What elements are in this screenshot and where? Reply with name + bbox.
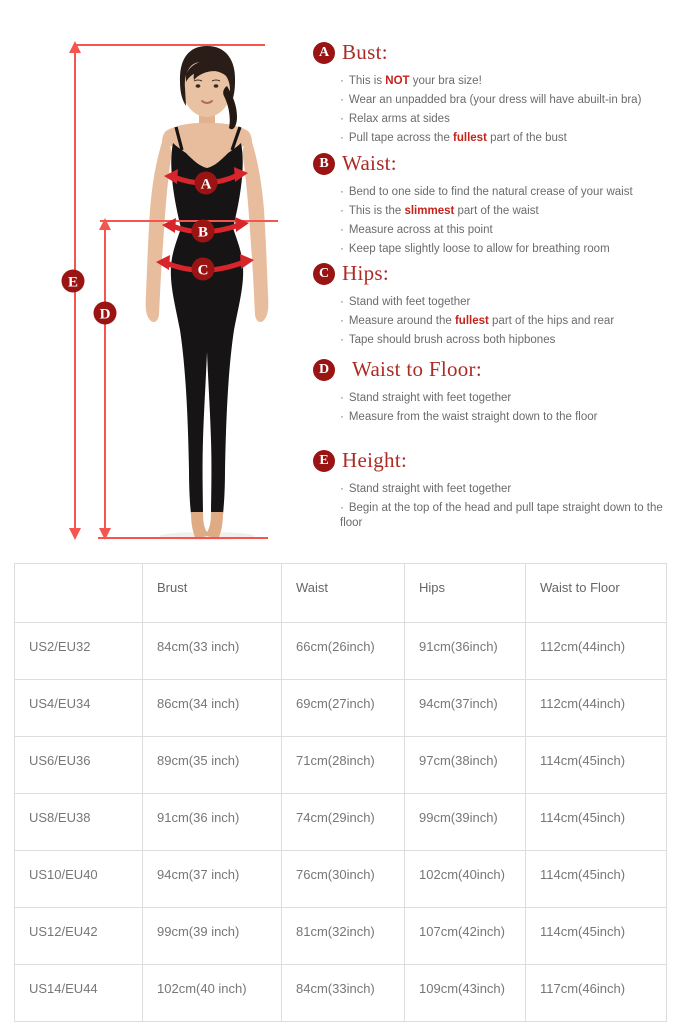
badge-c-letter: C xyxy=(197,262,209,279)
waist-cell: 69cm(27inch) xyxy=(282,680,405,737)
bullet-dot: · xyxy=(340,296,344,308)
section-bust-title: Bust: xyxy=(342,40,388,64)
bust-cell: 94cm(37 inch) xyxy=(143,851,282,908)
size-cell: US2/EU32 xyxy=(15,623,143,680)
bust-cell: 89cm(35 inch) xyxy=(143,737,282,794)
badge-b: B xyxy=(313,153,335,175)
measurement-figure xyxy=(0,0,330,560)
size-cell: US8/EU38 xyxy=(15,794,143,851)
badge-a: A xyxy=(313,42,335,64)
wtf-cell: 114cm(45inch) xyxy=(526,794,667,851)
bullet-item: · Pull tape across the fullest part of the bust xyxy=(340,132,567,144)
badge-d-letter: D xyxy=(99,306,111,323)
size-table xyxy=(14,563,667,1022)
bullet-dot: · xyxy=(340,243,344,255)
section-bust-bullets xyxy=(340,72,675,148)
table-row xyxy=(15,851,667,908)
table-row xyxy=(15,908,667,965)
section-waist xyxy=(313,151,675,259)
table-row xyxy=(15,680,667,737)
camisole-and-leggings xyxy=(171,143,243,514)
section-height-header xyxy=(313,448,675,473)
bullet-item: · Measure from the waist straight down to the floor xyxy=(340,411,598,423)
bullet-dot: · xyxy=(340,186,344,198)
bust-cell: 99cm(39 inch) xyxy=(143,908,282,965)
bullet-item: · This is NOT your bra size! xyxy=(340,75,482,87)
section-waist-to-floor-title: Waist to Floor: xyxy=(352,357,482,381)
section-bust-header xyxy=(313,40,675,65)
header-hips: Hips xyxy=(405,564,526,623)
header-waist-to-floor: Waist to Floor xyxy=(526,564,667,623)
bullet-dot: · xyxy=(340,132,344,144)
bullet-dot: · xyxy=(340,502,344,514)
wtf-cell: 112cm(44inch) xyxy=(526,623,667,680)
hips-cell: 97cm(38inch) xyxy=(405,737,526,794)
table-row xyxy=(15,623,667,680)
bullet-dot: · xyxy=(340,315,344,327)
height-line-bottom-arrow xyxy=(69,528,81,540)
bullet-dot: · xyxy=(340,75,344,87)
bullet-item: · Measure around the fullest part of the hips and rear xyxy=(340,315,615,327)
badge-c: C xyxy=(313,263,335,285)
section-waist-header xyxy=(313,151,675,176)
bullet-dot: · xyxy=(340,411,344,423)
section-waist-to-floor-bullets xyxy=(340,389,675,427)
bullet-item: · Keep tape slightly loose to allow for breathing room xyxy=(340,243,610,255)
header-bust: Brust xyxy=(143,564,282,623)
bullet-item: · Begin at the top of the head and pull tape straight down to the floor xyxy=(340,502,663,529)
ponytail xyxy=(223,86,237,129)
badge-d: D xyxy=(313,359,335,381)
badge-b-letter: B xyxy=(197,224,209,241)
badge-e-letter: E xyxy=(67,274,79,291)
right-eye xyxy=(214,84,219,88)
right-arm xyxy=(243,139,269,322)
size-cell: US6/EU36 xyxy=(15,737,143,794)
bullet-dot: · xyxy=(340,94,344,106)
bust-cell: 86cm(34 inch) xyxy=(143,680,282,737)
wtf-cell: 114cm(45inch) xyxy=(526,737,667,794)
section-waist-title: Waist: xyxy=(342,151,397,175)
bust-cell: 102cm(40 inch) xyxy=(143,965,282,1022)
bullet-dot: · xyxy=(340,334,344,346)
bullet-item: · Relax arms at sides xyxy=(340,113,450,125)
height-line-top-arrow xyxy=(69,41,81,53)
bullet-item: · Stand with feet together xyxy=(340,296,471,308)
header-size xyxy=(15,564,143,623)
bullet-dot: · xyxy=(340,113,344,125)
hips-cell: 99cm(39inch) xyxy=(405,794,526,851)
model-figure xyxy=(0,0,330,560)
size-cell: US10/EU40 xyxy=(15,851,143,908)
section-waist-to-floor xyxy=(313,357,675,427)
section-hips xyxy=(313,261,675,350)
section-height xyxy=(313,448,675,533)
waist-cell: 81cm(32inch) xyxy=(282,908,405,965)
left-arm xyxy=(146,139,172,322)
section-waist-to-floor-header xyxy=(313,357,675,382)
table-row xyxy=(15,794,667,851)
bullet-item: · Measure across at this point xyxy=(340,224,493,236)
size-cell: US14/EU44 xyxy=(15,965,143,1022)
waist-cell: 66cm(26inch) xyxy=(282,623,405,680)
section-waist-bullets xyxy=(340,183,675,259)
bullet-item: · Stand straight with feet together xyxy=(340,483,512,495)
wtf-line-top-arrow xyxy=(99,218,111,230)
table-row xyxy=(15,737,667,794)
bust-cell: 91cm(36 inch) xyxy=(143,794,282,851)
section-bust xyxy=(313,40,675,148)
waist-cell: 76cm(30inch) xyxy=(282,851,405,908)
waist-cell: 71cm(28inch) xyxy=(282,737,405,794)
bullet-item: · Bend to one side to find the natural crease of your waist xyxy=(340,186,633,198)
left-eye xyxy=(196,84,201,88)
bullet-dot: · xyxy=(340,483,344,495)
measuring-instructions xyxy=(313,0,675,560)
header-waist: Waist xyxy=(282,564,405,623)
wtf-cell: 114cm(45inch) xyxy=(526,908,667,965)
section-hips-header xyxy=(313,261,675,286)
bust-cell: 84cm(33 inch) xyxy=(143,623,282,680)
section-height-bullets xyxy=(340,480,675,533)
size-cell: US4/EU34 xyxy=(15,680,143,737)
hips-cell: 107cm(42inch) xyxy=(405,908,526,965)
wtf-cell: 112cm(44inch) xyxy=(526,680,667,737)
section-height-title: Height: xyxy=(342,448,408,472)
table-row xyxy=(15,965,667,1022)
bullet-dot: · xyxy=(340,224,344,236)
bullet-item: · This is the slimmest part of the waist xyxy=(340,205,539,217)
bullet-dot: · xyxy=(340,205,344,217)
bullet-item: · Wear an unpadded bra (your dress will have abuilt-in bra) xyxy=(340,94,642,106)
hips-cell: 91cm(36inch) xyxy=(405,623,526,680)
badge-e: E xyxy=(313,450,335,472)
bullet-item: · Tape should brush across both hipbones xyxy=(340,334,556,346)
badge-a-letter: A xyxy=(200,176,212,193)
hips-cell: 109cm(43inch) xyxy=(405,965,526,1022)
bullet-item: · Stand straight with feet together xyxy=(340,392,512,404)
table-header-row xyxy=(15,564,667,623)
hips-cell: 102cm(40inch) xyxy=(405,851,526,908)
wtf-cell: 114cm(45inch) xyxy=(526,851,667,908)
wtf-cell: 117cm(46inch) xyxy=(526,965,667,1022)
section-hips-bullets xyxy=(340,293,675,350)
waist-cell: 74cm(29inch) xyxy=(282,794,405,851)
size-cell: US12/EU42 xyxy=(15,908,143,965)
hips-cell: 94cm(37inch) xyxy=(405,680,526,737)
bullet-dot: · xyxy=(340,392,344,404)
waist-cell: 84cm(33inch) xyxy=(282,965,405,1022)
section-hips-title: Hips: xyxy=(342,261,390,285)
